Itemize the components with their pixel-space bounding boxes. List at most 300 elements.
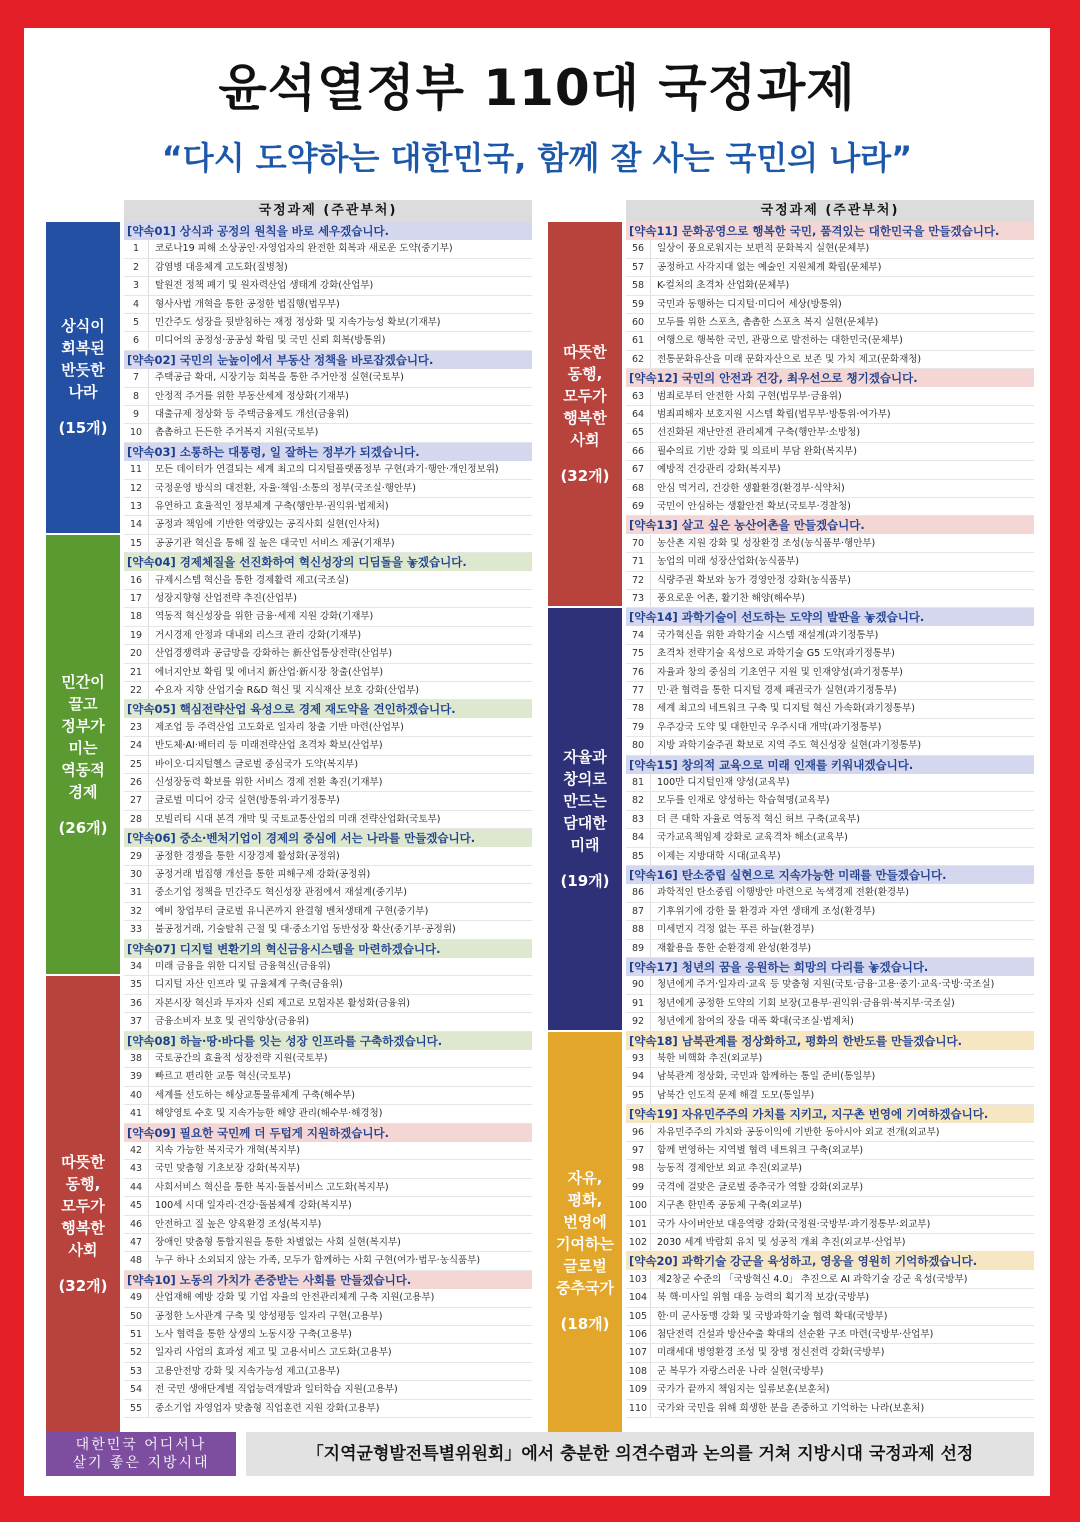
task-number: 109: [626, 1381, 651, 1398]
task-text: 전 국민 생애단계별 직업능력개발과 일터학습 지원(고용부): [155, 1384, 398, 1396]
task-number: 20: [124, 645, 149, 662]
task-number: 56: [626, 240, 651, 257]
right-task-row: [626, 388, 1034, 406]
task-number: 59: [626, 296, 651, 313]
task-text: 필수의료 기반 강화 및 의료비 부담 완화(복지부): [657, 445, 857, 457]
task-number: 86: [626, 884, 651, 901]
page-subtitle: “다시 도약하는 대한민국, 함께 잘 사는 국민의 나라”: [161, 139, 913, 177]
category-title: 따뜻한 동행, 모두가 행복한 사회: [563, 343, 607, 450]
task-text: 더 큰 대학 자율로 역동적 혁신 허브 구축(교육부): [657, 813, 860, 825]
task-text: 범죄로부터 안전한 사회 구현(법무부·금융위): [657, 390, 842, 402]
left-task-row: [124, 1400, 532, 1418]
task-text: 공정과 책임에 기반한 역량있는 공직사회 실현(인사처): [155, 519, 380, 531]
task-text: 북한 비핵화 추진(외교부): [657, 1053, 763, 1064]
right-task-row: [626, 1381, 1034, 1399]
task-number: 81: [626, 774, 651, 791]
task-text: 국토공간의 효율적 성장전략 지원(국토부): [155, 1053, 328, 1064]
task-number: 62: [626, 351, 651, 368]
left-task-row: [124, 1252, 532, 1270]
task-text: 규제시스템 혁신을 통한 경제활력 제고(국조실): [155, 574, 349, 586]
task-number: 103: [626, 1271, 651, 1288]
right-pledge-header: [약속17] 청년의 꿈을 응원하는 희망의 다리를 놓겠습니다.: [626, 958, 1034, 976]
left-task-row: [124, 516, 532, 534]
right-pledge-header: [약속16] 탄소중립 실현으로 지속가능한 미래를 만들겠습니다.: [626, 866, 1034, 884]
task-text: 일상이 풍요로워지는 보편적 문화복지 실현(문체부): [657, 243, 870, 255]
category-count: (26개): [58, 818, 108, 837]
task-text: 국민이 안심하는 생활안전 확보(국토부·경찰청): [657, 501, 851, 512]
task-text: 모빌리티 시대 본격 개막 및 국토교통산업의 미래 전략산업화(국토부): [155, 813, 441, 825]
right-task-row: [626, 921, 1034, 939]
task-number: 66: [626, 443, 651, 460]
task-text: 코로나19 피해 소상공인·자영업자의 완전한 회복과 새로운 도약(중기부): [155, 243, 453, 255]
right-pledge-header: [약속18] 남북관계를 정상화하고, 평화의 한반도를 만들겠습니다.: [626, 1032, 1034, 1050]
task-number: 21: [124, 664, 149, 681]
right-task-row: [626, 1344, 1034, 1362]
left-task-row: [124, 498, 532, 516]
task-text: 공정한 노사관계 구축 및 양성평등 일자리 구현(고용부): [155, 1310, 383, 1322]
right-task-row: [626, 1271, 1034, 1289]
task-number: 67: [626, 461, 651, 478]
right-category-block: [548, 222, 622, 606]
left-task-row: [124, 1381, 532, 1399]
task-text: 주택공급 확대, 시장기능 회복을 통한 주거안정 실현(국토부): [155, 372, 404, 384]
left-task-row: [124, 296, 532, 314]
left-task-row: [124, 958, 532, 976]
task-number: 63: [626, 388, 651, 405]
task-text: 중소기업 정책을 민간주도 혁신성장 관점에서 재설계(중기부): [155, 887, 407, 899]
right-task-row: [626, 700, 1034, 718]
task-number: 22: [124, 682, 149, 699]
left-task-row: [124, 277, 532, 295]
task-number: 27: [124, 792, 149, 809]
task-text: 공공기관 혁신을 통해 질 높은 대국민 서비스 제공(기재부): [155, 537, 395, 549]
task-number: 4: [124, 296, 149, 313]
task-number: 29: [124, 848, 149, 865]
task-number: 38: [124, 1050, 149, 1067]
category-count: (19개): [560, 871, 610, 890]
task-number: 88: [626, 921, 651, 938]
task-number: 35: [124, 976, 149, 993]
left-task-row: [124, 572, 532, 590]
task-number: 52: [124, 1344, 149, 1361]
task-text: 선진화된 재난안전 관리체계 구축(행안부·소방청): [657, 427, 861, 439]
task-text: 재활용을 통한 순환경제 완성(환경부): [657, 942, 812, 954]
left-category-block: [46, 222, 120, 533]
task-number: 15: [124, 535, 149, 552]
task-number: 69: [626, 498, 651, 515]
task-number: 36: [124, 995, 149, 1012]
task-number: 40: [124, 1087, 149, 1104]
task-number: 98: [626, 1160, 651, 1177]
right-task-row: [626, 1087, 1034, 1105]
task-number: 94: [626, 1068, 651, 1085]
right-task-row: [626, 1289, 1034, 1307]
task-text: 여행으로 행복한 국민, 관광으로 발전하는 대한민국(문체부): [657, 335, 903, 347]
task-text: 유연하고 효율적인 정부체계 구축(행안부·권익위·법제처): [155, 501, 389, 512]
right-pledge-header: [약속15] 창의적 교육으로 미래 인재를 키워내겠습니다.: [626, 756, 1034, 774]
left-task-row: [124, 1363, 532, 1381]
task-text: 모두를 인재로 양성하는 학습혁명(교육부): [657, 795, 830, 807]
task-text: 산업경쟁력과 공급망을 강화하는 新산업통상전략(산업부): [155, 648, 393, 660]
left-task-row: [124, 406, 532, 424]
task-text: 제2창군 수준의 「국방혁신 4.0」 추진으로 AI 과학기술 강군 육성(국방부): [657, 1273, 968, 1285]
left-pledge-header: [약속06] 중소·벤처기업이 경제의 중심에 서는 나라를 만들겠습니다.: [124, 829, 532, 847]
task-text: 산업재해 예방 강화 및 기업 자율의 안전관리체계 구축 지원(고용부): [155, 1292, 435, 1304]
task-text: 국격에 걸맞은 글로벌 중추국가 역할 강화(외교부): [657, 1181, 864, 1193]
task-number: 100: [626, 1197, 651, 1214]
task-number: 7: [124, 369, 149, 386]
poster-sheet: [24, 28, 1050, 1496]
task-number: 47: [124, 1234, 149, 1251]
task-number: 75: [626, 645, 651, 662]
task-text: 풍요로운 어촌, 활기찬 해양(해수부): [657, 593, 805, 604]
task-text: 함께 번영하는 지역별 협력 네트워크 구축(외교부): [657, 1145, 864, 1156]
task-text: 누구 하나 소외되지 않는 가족, 모두가 함께하는 사회 구현(여가·법무·농식품부): [155, 1255, 481, 1267]
task-text: 북 핵·미사일 위협 대응 능력의 획기적 보강(국방부): [657, 1292, 870, 1304]
task-text: 미래세대 병영환경 조성 및 장병 정신전력 강화(국방부): [657, 1347, 885, 1359]
left-task-row: [124, 756, 532, 774]
left-task-row: [124, 240, 532, 258]
task-number: 51: [124, 1326, 149, 1343]
task-text: 공정한 경쟁을 통한 시장경제 활성화(공정위): [155, 850, 340, 862]
task-text: 국가혁신을 위한 과학기술 시스템 재설계(과기정통부): [657, 629, 879, 641]
task-text: 국가 사이버안보 대응역량 강화(국정원·국방부·과기정통부·외교부): [657, 1218, 931, 1230]
right-task-row: [626, 1050, 1034, 1068]
task-text: 바이오·디지털헬스 글로벌 중심국가 도약(복지부): [155, 758, 359, 770]
task-text: 민·관 협력을 통한 디지털 경제 패권국가 실현(과기정통부): [657, 685, 897, 696]
task-text: 자본시장 혁신과 투자자 신뢰 제고로 모험자본 활성화(금융위): [155, 997, 410, 1009]
left-task-row: [124, 664, 532, 682]
task-number: 60: [626, 314, 651, 331]
left-pledge-header: [약속01] 상식과 공정의 원칙을 바로 세우겠습니다.: [124, 222, 532, 240]
left-task-row: [124, 369, 532, 387]
right-task-row: [626, 277, 1034, 295]
category-title: 따뜻한 동행, 모두가 행복한 사회: [61, 1152, 105, 1259]
task-number: 106: [626, 1326, 651, 1343]
task-text: 식량주권 확보와 농가 경영안정 강화(농식품부): [657, 574, 851, 586]
right-task-row: [626, 553, 1034, 571]
left-task-row: [124, 792, 532, 810]
task-number: 33: [124, 921, 149, 938]
task-text: 예비 창업부터 글로벌 유니콘까지 완결형 벤처생태계 구현(중기부): [155, 905, 429, 917]
right-pledge-header: [약속14] 과학기술이 선도하는 도약의 발판을 놓겠습니다.: [626, 608, 1034, 626]
left-task-row: [124, 627, 532, 645]
page-title: 윤석열정부 110대 국정과제: [218, 59, 856, 117]
task-number: 79: [626, 719, 651, 736]
task-number: 25: [124, 756, 149, 773]
task-number: 31: [124, 884, 149, 901]
task-text: 한·미 군사동맹 강화 및 국방과학기술 협력 확대(국방부): [657, 1310, 888, 1322]
footer-right-banner: 「지역균형발전특별위원회」에서 충분한 의견수렴과 논의를 거쳐 지방시대 국정과제 선정: [246, 1432, 1034, 1476]
left-task-row: [124, 903, 532, 921]
right-task-row: [626, 1068, 1034, 1086]
task-number: 71: [626, 553, 651, 570]
task-number: 77: [626, 682, 651, 699]
task-number: 89: [626, 940, 651, 957]
left-task-row: [124, 682, 532, 700]
left-task-row: [124, 811, 532, 829]
task-text: K-컬처의 초격차 산업화(문체부): [657, 280, 790, 292]
task-number: 54: [124, 1381, 149, 1398]
right-task-row: [626, 829, 1034, 847]
task-number: 72: [626, 572, 651, 589]
category-title: 자율과 창의로 만드는 담대한 미래: [563, 747, 607, 854]
right-task-row: [626, 792, 1034, 810]
task-text: 수요자 지향 산업기술 R&D 혁신 및 지식재산 보호 강화(산업부): [155, 685, 419, 696]
left-task-row: [124, 719, 532, 737]
right-task-row: [626, 1326, 1034, 1344]
left-task-row: [124, 866, 532, 884]
left-task-row: [124, 884, 532, 902]
left-task-row: [124, 1344, 532, 1362]
task-number: 43: [124, 1160, 149, 1177]
task-number: 49: [124, 1289, 149, 1306]
left-pledge-header: [약속07] 디지털 변환기의 혁신금융시스템을 마련하겠습니다.: [124, 940, 532, 958]
task-text: 성장지향형 산업전략 추진(산업부): [155, 593, 297, 604]
right-task-row: [626, 240, 1034, 258]
task-number: 50: [124, 1308, 149, 1325]
task-number: 2: [124, 259, 149, 276]
task-number: 17: [124, 590, 149, 607]
task-text: 노사 협력을 통한 상생의 노동시장 구축(고용부): [155, 1329, 352, 1340]
task-number: 84: [626, 829, 651, 846]
task-text: 첨단전력 건설과 방산수출 확대의 선순환 구조 마련(국방부·산업부): [657, 1329, 934, 1340]
task-text: 공정하고 사각지대 없는 예술인 지원체계 확립(문체부): [657, 261, 882, 273]
task-text: 군 복무가 자랑스러운 나라 실현(국방부): [657, 1365, 824, 1377]
task-text: 금융소비자 보호 및 권익향상(금융위): [155, 1016, 310, 1028]
left-task-row: [124, 259, 532, 277]
task-text: 세계를 선도하는 해상교통물류체계 구축(해수부): [155, 1089, 356, 1101]
task-text: 국민 맞춤형 기초보장 강화(복지부): [155, 1163, 300, 1175]
right-task-row: [626, 424, 1034, 442]
category-title: 자유, 평화, 번영에 기여하는 글로벌 중추국가: [556, 1169, 614, 1298]
task-number: 108: [626, 1363, 651, 1380]
right-category-block: [548, 608, 622, 1029]
category-title: 상식이 회복된 반듯한 나라: [61, 317, 105, 402]
task-number: 95: [626, 1087, 651, 1104]
task-text: 청년에게 참여의 장을 대폭 확대(국조실·법제처): [657, 1016, 854, 1028]
task-number: 99: [626, 1179, 651, 1196]
task-text: 2030 세계 박람회 유치 및 성공적 개최 추진(외교부·산업부): [657, 1237, 906, 1248]
task-text: 미디어의 공정성·공공성 확립 및 국민 신뢰 회복(방통위): [155, 335, 386, 347]
left-task-row: [124, 314, 532, 332]
task-number: 41: [124, 1105, 149, 1122]
right-task-row: [626, 461, 1034, 479]
task-number: 102: [626, 1234, 651, 1251]
right-category-block: [548, 1032, 622, 1472]
left-task-row: [124, 995, 532, 1013]
task-number: 82: [626, 792, 651, 809]
right-task-row: [626, 480, 1034, 498]
right-pledge-header: [약속11] 문화공영으로 행복한 국민, 품격있는 대한민국을 만들겠습니다.: [626, 222, 1034, 240]
right-task-row: [626, 351, 1034, 369]
task-text: 지속 가능한 복지국가 개혁(복지부): [155, 1145, 300, 1156]
task-text: 100세 시대 일자리·건강·돌봄체계 강화(복지부): [155, 1200, 352, 1212]
task-text: 안정적 주거를 위한 부동산세제 정상화(기재부): [155, 390, 349, 402]
task-text: 지구촌 한민족 공동체 구축(외교부): [657, 1200, 802, 1212]
task-number: 10: [124, 424, 149, 441]
right-task-row: [626, 719, 1034, 737]
task-number: 92: [626, 1013, 651, 1030]
task-text: 에너지안보 확립 및 에너지 新산업·新시장 창출(산업부): [155, 666, 384, 678]
right-pledge-header: [약속13] 살고 싶은 농산어촌을 만들겠습니다.: [626, 516, 1034, 534]
task-text: 제조업 등 주력산업 고도화로 일자리 창출 기반 마련(산업부): [155, 721, 404, 733]
left-task-row: [124, 461, 532, 479]
task-number: 80: [626, 737, 651, 754]
category-count: (32개): [560, 467, 610, 486]
right-task-row: [626, 1197, 1034, 1215]
right-task-row: [626, 737, 1034, 755]
task-text: 범죄피해자 보호지원 시스템 확립(법무부·방통위·여가부): [657, 409, 891, 420]
task-number: 87: [626, 903, 651, 920]
task-number: 48: [124, 1252, 149, 1269]
left-category-block: [46, 976, 120, 1471]
task-number: 104: [626, 1289, 651, 1306]
task-text: 감염병 대응체계 고도화(질병청): [155, 261, 288, 273]
task-text: 남북관계 정상화, 국민과 함께하는 통일 준비(통일부): [657, 1071, 876, 1083]
task-text: 글로벌 미디어 강국 실현(방통위·과기정통부): [155, 795, 340, 807]
task-number: 12: [124, 480, 149, 497]
task-number: 68: [626, 480, 651, 497]
task-text: 역동적 혁신성장을 위한 금융·세제 지원 강화(기재부): [155, 611, 374, 623]
task-number: 85: [626, 848, 651, 865]
left-task-row: [124, 424, 532, 442]
task-number: 58: [626, 277, 651, 294]
task-text: 국정운영 방식의 대전환, 자율·책임·소통의 정부(국조실·행안부): [155, 482, 416, 494]
left-task-row: [124, 1087, 532, 1105]
task-text: 청년에게 공정한 도약의 기회 보장(고용부·권익위·금융위·복지부·국조실): [657, 997, 955, 1009]
task-text: 사회서비스 혁신을 통한 복지·돌봄서비스 고도화(복지부): [155, 1181, 389, 1193]
task-text: 빠르고 편리한 교통 혁신(국토부): [155, 1071, 291, 1083]
left-task-row: [124, 645, 532, 663]
task-number: 76: [626, 664, 651, 681]
right-task-row: [626, 535, 1034, 553]
task-text: 형사사법 개혁을 통한 공정한 법집행(법무부): [155, 298, 340, 310]
task-text: 능동적 경제안보 외교 추진(외교부): [657, 1163, 802, 1175]
left-task-row: [124, 332, 532, 350]
task-number: 74: [626, 627, 651, 644]
task-number: 5: [124, 314, 149, 331]
left-task-row: [124, 1179, 532, 1197]
task-text: 우주강국 도약 및 대한민국 우주시대 개막(과기정통부): [657, 721, 882, 733]
left-task-row: [124, 737, 532, 755]
task-text: 초격차 전략기술 육성으로 과학기술 G5 도약(과기정통부): [657, 648, 895, 660]
task-number: 96: [626, 1124, 651, 1141]
right-task-row: [626, 1400, 1034, 1418]
task-text: 안심 먹거리, 건강한 생활환경(환경부·식약처): [657, 482, 845, 494]
task-number: 8: [124, 388, 149, 405]
right-task-row: [626, 682, 1034, 700]
task-text: 국가가 끝까지 책임지는 일류보훈(보훈처): [657, 1384, 830, 1396]
left-column: [46, 200, 532, 1414]
left-task-row: [124, 388, 532, 406]
task-text: 모두를 위한 스포츠, 촘촘한 스포츠 복지 실현(문체부): [657, 317, 879, 328]
right-task-row: [626, 1308, 1034, 1326]
task-text: 일자리 사업의 효과성 제고 및 고용서비스 고도화(고용부): [155, 1347, 392, 1359]
task-number: 28: [124, 811, 149, 828]
task-number: 45: [124, 1197, 149, 1214]
task-text: 과학적인 탄소중립 이행방안 마련으로 녹색경제 전환(환경부): [657, 887, 909, 899]
task-text: 100만 디지털인재 양성(교육부): [657, 777, 790, 788]
task-text: 모든 데이터가 연결되는 세계 최고의 디지털플랫폼정부 구현(과기·행안·개인정보위): [155, 464, 499, 476]
right-task-row: [626, 332, 1034, 350]
task-text: 농산촌 지원 강화 및 성장환경 조성(농식품부·행안부): [657, 537, 876, 549]
left-pledge-header: [약속02] 국민의 눈높이에서 부동산 정책을 바로잡겠습니다.: [124, 351, 532, 369]
task-text: 탈원전 정책 폐기 및 원자력산업 생태계 강화(산업부): [155, 280, 374, 292]
task-text: 국가와 국민을 위해 희생한 분을 존중하고 기억하는 나라(보훈처): [657, 1402, 925, 1414]
left-task-row: [124, 535, 532, 553]
task-number: 64: [626, 406, 651, 423]
task-number: 90: [626, 976, 651, 993]
right-task-row: [626, 940, 1034, 958]
footer-left-banner: 대한민국 어디서나 살기 좋은 지방시대: [46, 1432, 236, 1476]
task-number: 107: [626, 1344, 651, 1361]
right-task-row: [626, 627, 1034, 645]
task-number: 30: [124, 866, 149, 883]
right-task-row: [626, 774, 1034, 792]
left-pledge-header: [약속05] 핵심전략산업 육성으로 경제 재도약을 견인하겠습니다.: [124, 700, 532, 718]
left-pledge-header: [약속03] 소통하는 대통령, 일 잘하는 정부가 되겠습니다.: [124, 443, 532, 461]
task-text: 예방적 건강관리 강화(복지부): [657, 464, 781, 476]
task-number: 101: [626, 1216, 651, 1233]
task-number: 1: [124, 240, 149, 257]
left-pledge-header: [약속08] 하늘·땅·바다를 잇는 성장 인프라를 구축하겠습니다.: [124, 1032, 532, 1050]
task-text: 장애인 맞춤형 통합지원을 통한 차별없는 사회 실현(복지부): [155, 1237, 401, 1248]
task-number: 39: [124, 1068, 149, 1085]
right-task-row: [626, 1124, 1034, 1142]
task-text: 미세먼지 걱정 없는 푸른 하늘(환경부): [657, 924, 815, 936]
task-number: 42: [124, 1142, 149, 1159]
right-task-row: [626, 848, 1034, 866]
right-task-row: [626, 645, 1034, 663]
left-task-row: [124, 1105, 532, 1123]
left-task-row: [124, 1142, 532, 1160]
left-column-header: 국정과제 (주관부처): [124, 200, 532, 222]
right-task-row: [626, 811, 1034, 829]
task-number: 23: [124, 719, 149, 736]
right-task-row: [626, 976, 1034, 994]
task-number: 37: [124, 1013, 149, 1030]
right-task-row: [626, 1234, 1034, 1252]
task-text: 국가교육책임제 강화로 교육격차 해소(교육부): [657, 832, 848, 844]
left-task-row: [124, 976, 532, 994]
task-text: 거시경제 안정과 대내외 리스크 관리 강화(기재부): [155, 629, 362, 641]
task-number: 14: [124, 516, 149, 533]
left-pledge-header: [약속09] 필요한 국민께 더 두텁게 지원하겠습니다.: [124, 1124, 532, 1142]
left-pledge-header: [약속10] 노동의 가치가 존중받는 사회를 만들겠습니다.: [124, 1271, 532, 1289]
task-number: 26: [124, 774, 149, 791]
right-pledge-header: [약속19] 자유민주주의 가치를 지키고, 지구촌 번영에 기여하겠습니다.: [626, 1105, 1034, 1123]
task-number: 13: [124, 498, 149, 515]
category-count: (32개): [58, 1276, 108, 1295]
task-text: 안전하고 질 높은 양육환경 조성(복지부): [155, 1218, 322, 1230]
right-task-row: [626, 1363, 1034, 1381]
task-number: 24: [124, 737, 149, 754]
left-task-row: [124, 1234, 532, 1252]
left-task-row: [124, 1216, 532, 1234]
task-text: 미래 금융을 위한 디지털 금융혁신(금융위): [155, 961, 331, 972]
left-pledge-header: [약속04] 경제체질을 선진화하여 혁신성장의 디딤돌을 놓겠습니다.: [124, 553, 532, 571]
left-task-row: [124, 1068, 532, 1086]
task-text: 농업의 미래 성장산업화(농식품부): [657, 556, 799, 568]
task-number: 19: [124, 627, 149, 644]
task-number: 46: [124, 1216, 149, 1233]
right-task-row: [626, 296, 1034, 314]
task-text: 고용안전망 강화 및 지속가능성 제고(고용부): [155, 1365, 340, 1377]
task-number: 93: [626, 1050, 651, 1067]
task-text: 전통문화유산을 미래 문화자산으로 보존 및 가치 제고(문화재청): [657, 353, 922, 365]
task-number: 78: [626, 700, 651, 717]
